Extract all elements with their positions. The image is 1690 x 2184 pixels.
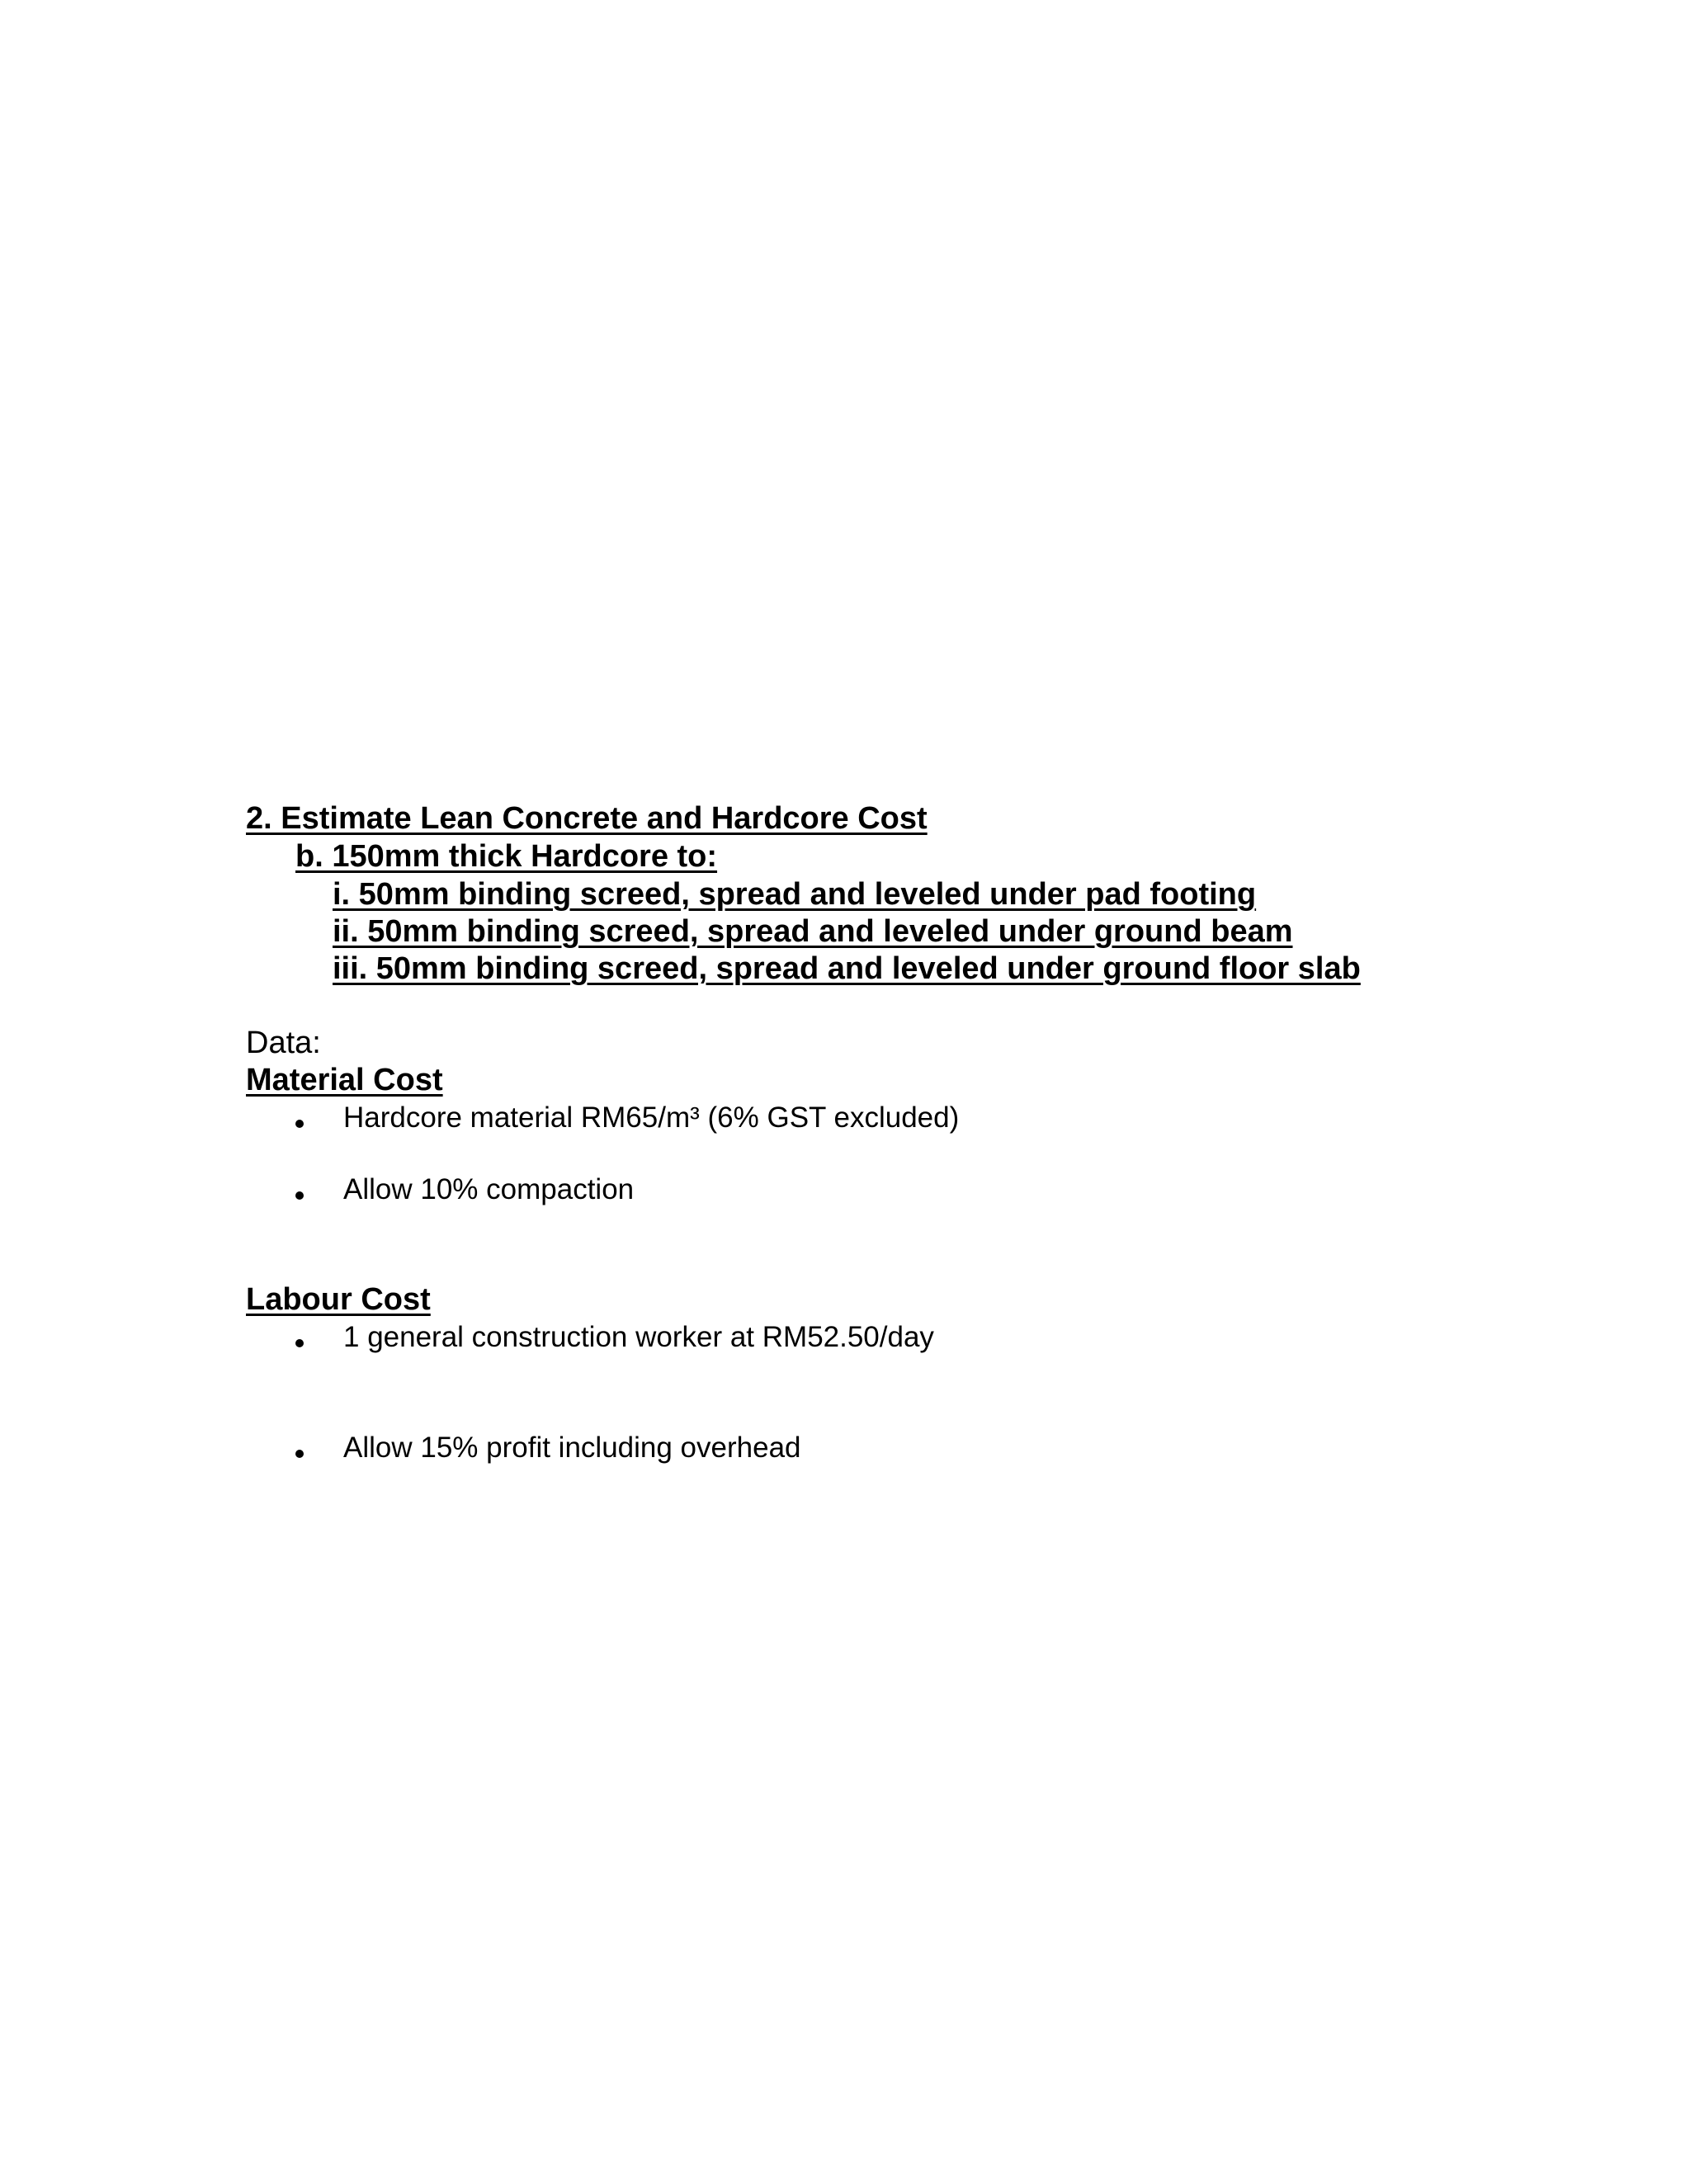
sub-item-i: i. 50mm binding screed, spread and leveled under pad footing (333, 877, 1257, 912)
material-bullet-text: Hardcore material RM65/m³ (6% GST excluded) (343, 1101, 960, 1134)
bullet-icon (295, 1120, 304, 1128)
material-cost-title: Material Cost (246, 1063, 443, 1097)
labour-cost-title: Labour Cost (246, 1282, 431, 1317)
labour-bullet-text: Allow 15% profit including overhead (343, 1432, 801, 1464)
material-bullet-text: Allow 10% compaction (343, 1173, 635, 1205)
sub-item-iii: iii. 50mm binding screed, spread and leveled under ground floor slab (333, 951, 1361, 986)
sub-item-heading: b. 150mm thick Hardcore to: (295, 839, 718, 874)
data-label: Data: (246, 1026, 321, 1060)
sub-item-ii: ii. 50mm binding screed, spread and leveled under ground beam (333, 914, 1293, 949)
bullet-icon (295, 1450, 304, 1458)
bullet-icon (295, 1191, 304, 1200)
section-title: 2. Estimate Lean Concrete and Hardcore Cost (246, 801, 928, 836)
labour-bullet-text: 1 general construction worker at RM52.50/day (343, 1321, 934, 1353)
bullet-icon (295, 1339, 304, 1347)
